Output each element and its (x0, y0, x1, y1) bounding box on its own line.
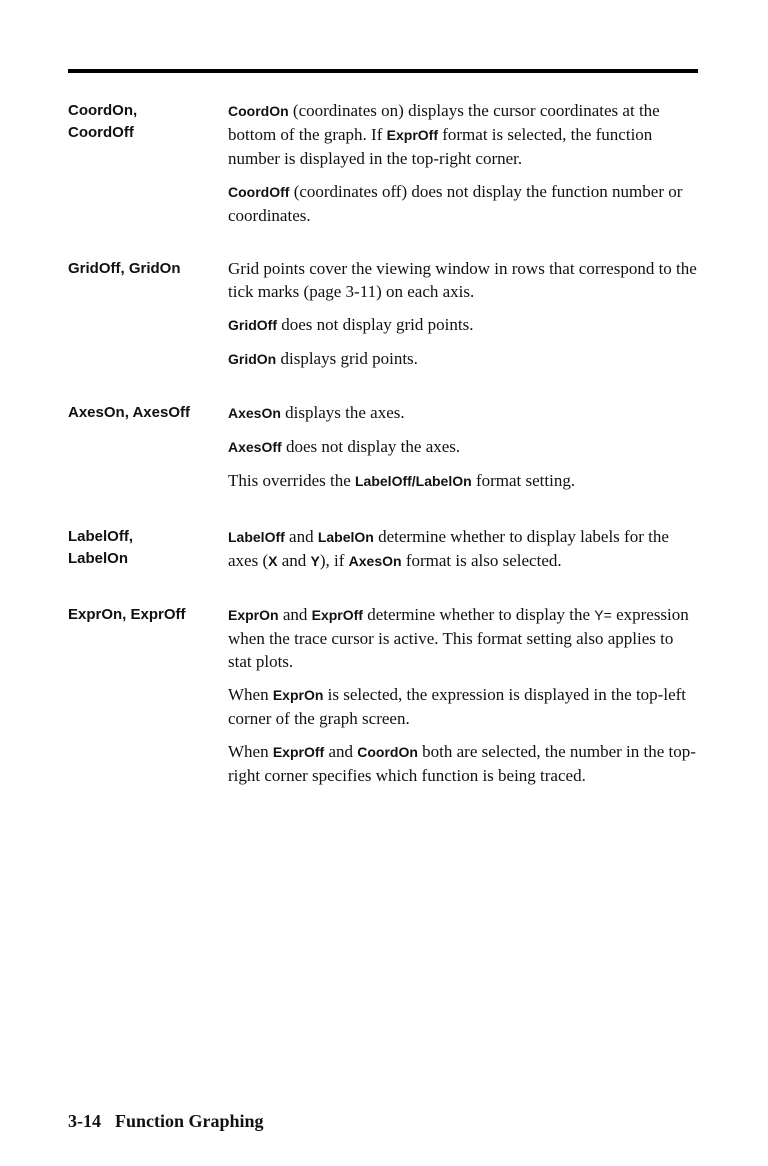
section-axes (68, 401, 700, 503)
term-expr (68, 603, 228, 626)
text: displays the axes. (280, 403, 405, 422)
keyword: CoordOn (357, 744, 418, 760)
keyword: CoordOff (228, 184, 290, 200)
paragraph (228, 313, 700, 337)
text: (coordinates on) displays the cursor coordinates at the bottom of the graph. If (228, 101, 660, 144)
keyword: AxesOn (228, 405, 281, 421)
format-settings-list (68, 99, 700, 797)
text: format setting. (471, 471, 576, 490)
page-footer (68, 1111, 264, 1132)
keyword: CoordOn (228, 103, 289, 119)
text: determine whether to display the (362, 605, 595, 624)
text: determine whether to display labels for the axes ( (228, 527, 669, 570)
term-line: LabelOff, (68, 528, 134, 545)
term-line: ExprOn, ExprOff (68, 606, 186, 623)
text: format is also selected. (401, 551, 562, 570)
keyword: AxesOn (348, 553, 402, 569)
text: expression when the trace cursor is active. This format setting also applies to stat plots. (228, 605, 689, 671)
description-axes (228, 401, 700, 503)
description-label (228, 525, 700, 583)
keyword: ExprOn (272, 687, 324, 703)
term-line: CoordOff (68, 124, 134, 141)
section-expr (68, 603, 700, 797)
term-label (68, 525, 228, 570)
text: When (228, 685, 273, 704)
paragraph (228, 603, 700, 673)
keyword: ExprOff (272, 744, 325, 760)
top-rule (68, 69, 698, 73)
keyword-separator: / (411, 473, 416, 489)
section-label (68, 525, 700, 583)
chapter-title: Function Graphing (115, 1111, 264, 1131)
section-coord (68, 99, 700, 237)
section-grid (68, 257, 700, 381)
text: format is selected, the function number is displayed in the top-right corner. (228, 125, 653, 168)
text: When (228, 742, 273, 761)
text: and (324, 742, 358, 761)
text: (coordinates off) does not display the function number or coordinates. (228, 182, 683, 225)
term-coord (68, 99, 228, 144)
term-axes (68, 401, 228, 424)
keyword: LabelOff (228, 529, 285, 545)
paragraph (228, 740, 700, 787)
keyword: GridOn (228, 351, 277, 367)
keyword: ExprOff (386, 127, 438, 143)
text: does not display the axes. (281, 437, 461, 456)
text: and (277, 551, 311, 570)
keyword: AxesOff (228, 439, 282, 455)
paragraph (228, 347, 700, 371)
paragraph (228, 99, 700, 170)
text: both are selected, the number in the top-right corner specifies which function is being traced. (228, 742, 696, 785)
description-expr (228, 603, 700, 797)
text: ), if (319, 551, 349, 570)
term-line: GridOff, GridOn (68, 260, 181, 277)
term-line: LabelOn (68, 550, 129, 567)
text: This overrides the (228, 471, 355, 490)
paragraph (228, 401, 700, 425)
keyword: ExprOff (311, 607, 363, 623)
term-line: CoordOn, (68, 102, 138, 119)
description-grid (228, 257, 700, 381)
keyword: GridOff (228, 317, 277, 333)
paragraph (228, 525, 700, 573)
text: and (284, 527, 318, 546)
keyword: LabelOff (355, 473, 412, 489)
paragraph (228, 257, 700, 303)
keyword: Y= (594, 607, 612, 623)
term-line: AxesOn, AxesOff (68, 404, 190, 421)
paragraph (228, 469, 700, 493)
text: is selected, the expression is displayed in the top-left corner of the graph screen. (228, 685, 686, 728)
term-grid (68, 257, 228, 280)
page-number: 3-14 (68, 1111, 101, 1131)
text: Grid points cover the viewing window in rows that correspond to the tick marks (page 3-11) on each axis. (228, 259, 697, 301)
text: displays grid points. (276, 349, 418, 368)
keyword: Y (310, 553, 320, 569)
paragraph (228, 683, 700, 730)
description-coord (228, 99, 700, 237)
text: and (278, 605, 312, 624)
keyword: ExprOn (228, 607, 279, 623)
keyword: LabelOn (317, 529, 374, 545)
paragraph (228, 435, 700, 459)
keyword: LabelOn (415, 473, 472, 489)
paragraph (228, 180, 700, 227)
text: does not display grid points. (277, 315, 474, 334)
keyword: X (268, 553, 278, 569)
